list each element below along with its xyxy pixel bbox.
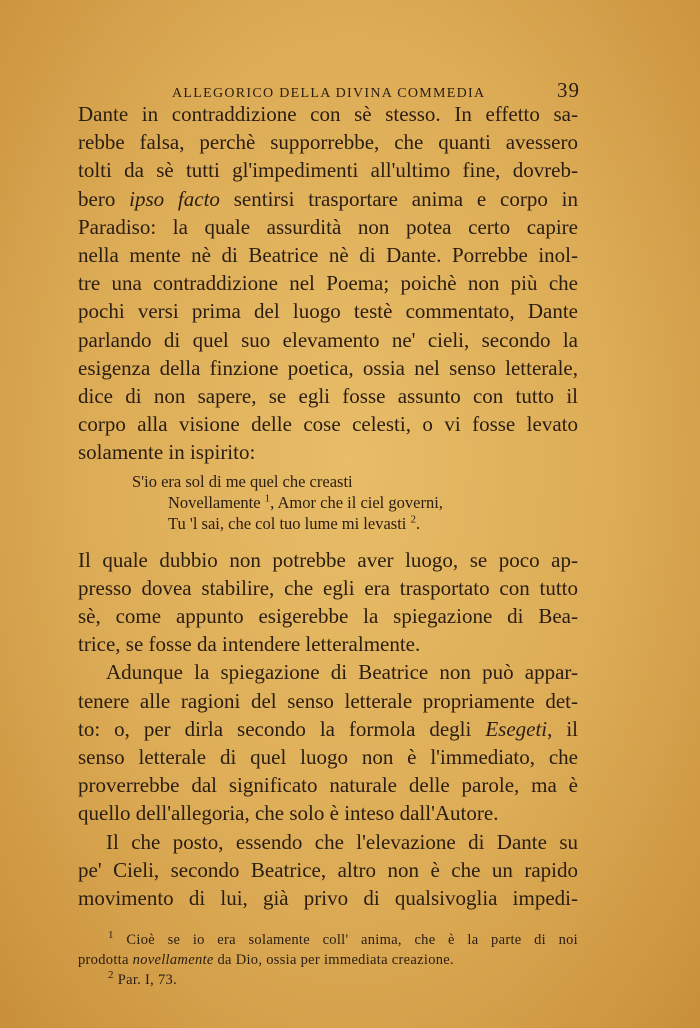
footnote-1-continued xyxy=(78,950,578,970)
text-line: senso letterale di quel luogo non è l'immediato, che xyxy=(78,745,578,770)
text-line: dice di non sapere, se egli fosse assunto con tutto il xyxy=(78,384,578,409)
text-line: sè, come appunto esigerebbe la spiegazione di Bea- xyxy=(78,604,578,629)
footnotes xyxy=(78,930,578,990)
text-line: solamente in ispirito: xyxy=(78,440,256,465)
text-line: presso dovea stabilire, che egli era trasportato con tutto xyxy=(78,575,578,600)
italic-phrase: ipso facto xyxy=(129,186,220,211)
verse-quotation xyxy=(132,471,578,534)
main-text xyxy=(78,100,578,912)
text-fragment: Cioè se io era solamente coll' anima, che è la parte di noi xyxy=(113,932,578,948)
text-fragment: . xyxy=(416,513,421,533)
italic-phrase: novellamente xyxy=(132,952,214,968)
text-line: tenere alle ragioni del senso letterale propriamente det- xyxy=(78,688,578,713)
text-line: quello dell'allegoria, che solo è inteso dall'Autore. xyxy=(78,801,499,826)
page-number: 39 xyxy=(557,78,580,102)
verse-line xyxy=(132,513,578,534)
text-line: Paradiso: la quale assurdità non potea certo capire xyxy=(78,214,578,239)
verse-line: S'io era sol di me quel che creasti xyxy=(132,471,353,491)
footnote-2 xyxy=(78,970,578,990)
text-fragment: da Dio, ossia per immediata creazione. xyxy=(213,952,454,968)
text-fragment: prodotta xyxy=(78,952,133,968)
text-line: Dante in contraddizione con sè stesso. In effetto sa- xyxy=(78,102,578,126)
text-fragment: sentirsi trasportare anima e corpo in xyxy=(219,186,578,211)
text-line xyxy=(78,715,578,743)
text-line: tre una contraddizione nel Poema; poichè non più che xyxy=(78,271,578,296)
footnote-ref: 2 xyxy=(410,513,417,526)
text-fragment: to: o, per dirla secondo la formola degli xyxy=(78,716,486,741)
text-fragment: , il xyxy=(547,716,579,741)
running-title: ALLEGORICO DELLA DIVINA COMMEDIA xyxy=(172,86,486,101)
text-line: pe' Cieli, secondo Beatrice, altro non è che un rapido xyxy=(78,857,578,882)
verse-line xyxy=(132,492,578,513)
text-line: proverrebbe dal significato naturale delle parole, ma è xyxy=(78,773,578,798)
text-line: corpo alla visione delle cose celesti, o vi fosse levato xyxy=(78,412,578,437)
footnote-ref: 1 xyxy=(264,492,271,505)
text-line: parlando di quel suo elevamento ne' cieli, secondo la xyxy=(78,327,578,352)
text-fragment: Tu 'l sai, che col tuo lume mi levasti xyxy=(168,513,411,533)
text-line: esigenza della finzione poetica, ossia nel senso letterale, xyxy=(78,355,578,380)
text-fragment: Novellamente xyxy=(168,492,265,512)
text-line: nella mente nè di Beatrice nè di Dante. Porrebbe inol- xyxy=(78,243,578,268)
text-line: Adunque la spiegazione di Beatrice non può appar- xyxy=(106,660,578,685)
text-line: rebbe falsa, perchè supporrebbe, che quanti avessero xyxy=(78,130,578,155)
text-line: pochi versi prima del luogo testè commentato, Dante xyxy=(78,299,578,324)
text-line: trice, se fosse da intendere letteralmente. xyxy=(78,632,421,657)
text-line: Il quale dubbio non potrebbe aver luogo, se poco ap- xyxy=(78,547,578,572)
footnote-mark: 2 xyxy=(108,969,114,982)
text-fragment: Par. I, 73. xyxy=(113,972,178,988)
footnote-1 xyxy=(78,930,578,950)
text-line: movimento di lui, già privo di qualsivoglia impedi- xyxy=(78,886,578,911)
text-fragment: , Amor che il ciel governi, xyxy=(270,492,443,512)
italic-phrase: Esegeti xyxy=(485,716,548,741)
footnote-mark: 1 xyxy=(108,929,114,942)
text-fragment: bero xyxy=(78,186,130,211)
text-line xyxy=(78,185,578,213)
text-line: tolti da sè tutti gl'impedimenti all'ultimo fine, dovreb- xyxy=(78,158,578,183)
text-line: Il che posto, essendo che l'elevazione di Dante su xyxy=(106,829,578,854)
